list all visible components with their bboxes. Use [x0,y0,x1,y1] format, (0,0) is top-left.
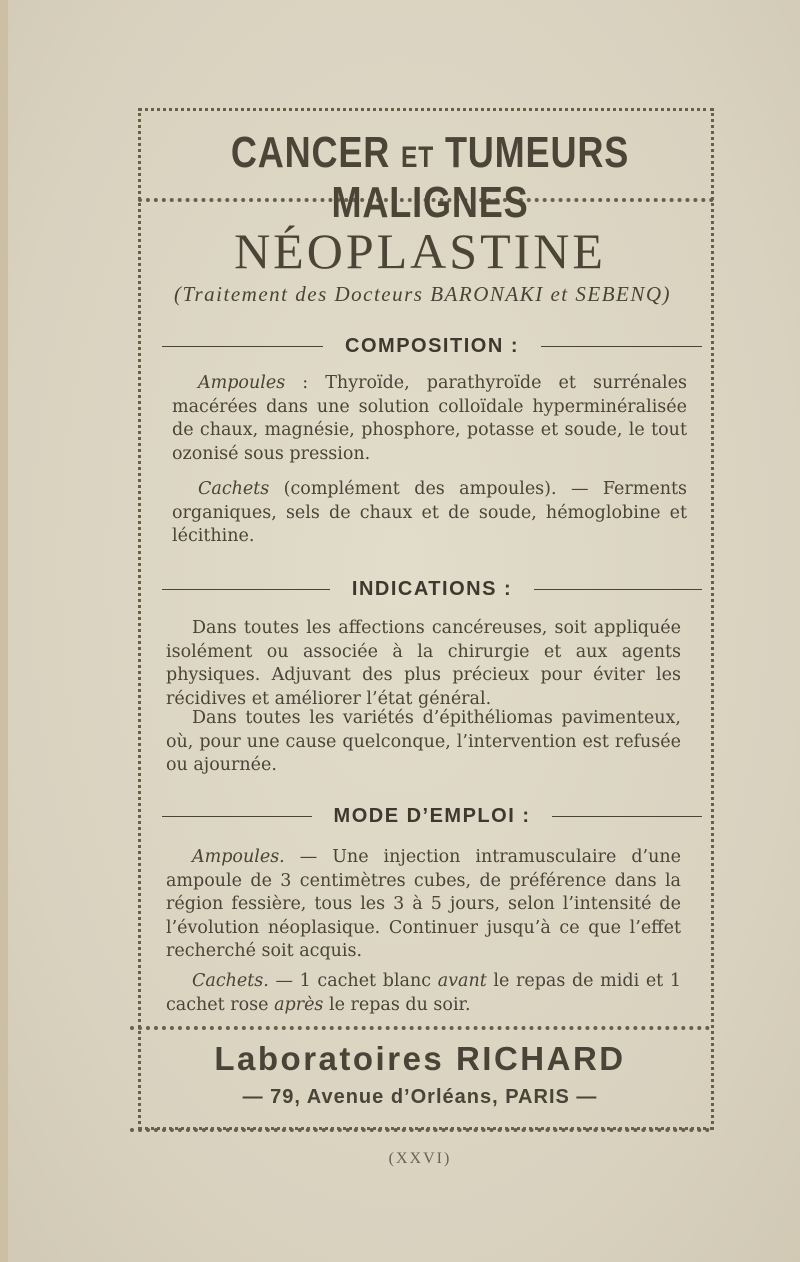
heading-rule-right [541,346,702,347]
header-title [196,128,663,228]
mode-cachets-label: Cachets. [192,971,269,991]
ampoules-label: Ampoules [198,373,286,393]
mode-cachets-text-2: le repas de midi et 1 cachet rose [166,971,681,1015]
mode-ampoules-text: — Une injection intramusculaire d’une ampoule de 3 centimètres cubes, de préférence dans la région fessière, tous les 3 à 5 jours, selon l’intensité de l’évolution néoplasique. Continuer jusqu’à ce que l’effet recherché soit acquis. [166,847,681,961]
composition-heading [162,331,702,361]
indications-para-1: Dans toutes les affections cancéreuses, soit appliquée isolément ou associée à la chirurgie et aux agents physiques. Adjuvant des plus précieux pour éviter les récidives et améliorer l’état général. [166,618,681,709]
mode-emploi-heading-label: MODE D’EMPLOI : [333,804,531,827]
heading-rule-left [162,589,330,590]
mode-ampoules-label: Ampoules. [192,847,285,867]
laboratory-name: Laboratoires RICHARD [214,1040,626,1077]
header-title-part2: TUMEURS MALIGNES [331,128,630,227]
composition-ampoules [172,372,687,466]
heading-rule-left [162,346,323,347]
cachets-label: Cachets [198,479,270,499]
page-edge [0,0,8,1262]
ampoules-text: : Thyroïde, parathyroïde et surrénales macérées dans une solution colloïdale hyperminéralisée de chaux, magnésie, phosphore, potasse et soude, le tout ozonisé sous pression. [172,373,687,464]
laboratory-address: — 79, Avenue d’Orléans, PARIS — [242,1086,598,1108]
composition-cachets [172,478,687,549]
product-subtitle: (Traitement des Docteurs BARONAKI et SEBENQ) [174,282,672,306]
mode-emploi-heading [162,801,702,831]
mode-cachets-text-1: — 1 cachet blanc [268,971,438,991]
indications-heading-label: INDICATIONS : [351,577,513,600]
heading-rule-right [534,589,702,590]
header-title-connector: ET [401,141,435,174]
indications-heading [162,574,702,604]
header-title-part1: CANCER [230,128,391,177]
composition-heading-label: COMPOSITION : [345,334,519,357]
mode-cachets-apres: après [274,994,324,1015]
mode-emploi-cachets [166,970,681,1017]
mode-emploi-ampoules [166,846,681,964]
heading-rule-left [162,816,312,817]
cachets-text: (complément des ampoules). — Ferments organiques, sels de chaux et de soude, hémoglobine et lécithine. [172,479,687,546]
mode-cachets-avant: avant [437,971,487,991]
page-number: (XXVI) [388,1150,452,1167]
product-name: NÉOPLASTINE [234,223,606,279]
mode-cachets-text-3: le repas du soir. [323,994,471,1015]
heading-rule-right [552,816,702,817]
indications-para-2: Dans toutes les variétés d’épithéliomas pavimenteux, où, pour une cause quelconque, l’intervention est refusée ou ajournée. [166,708,681,775]
